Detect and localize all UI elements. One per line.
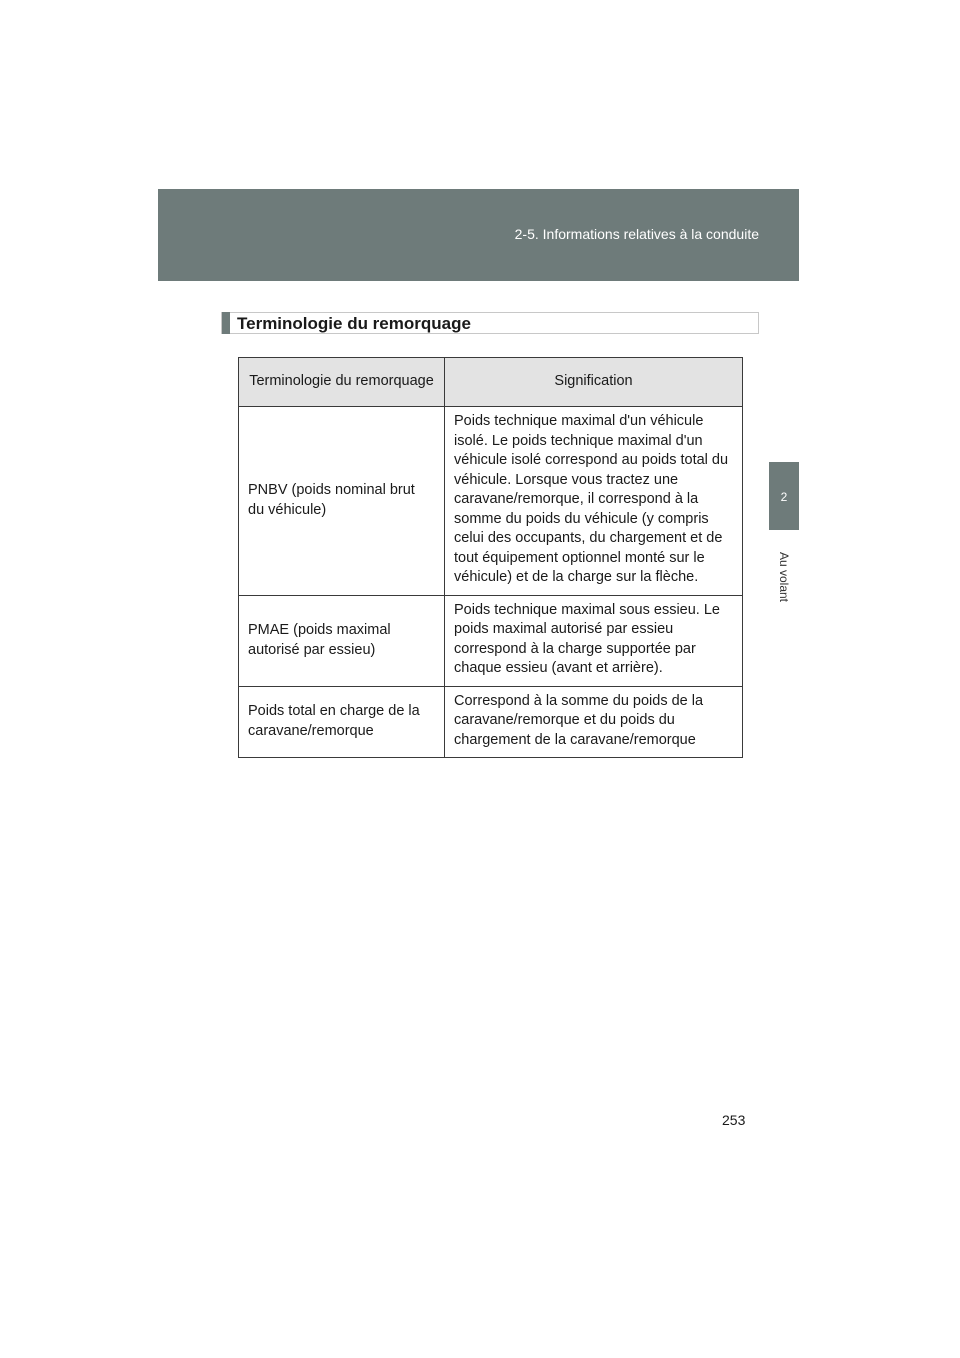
table-row (239, 407, 743, 596)
term-cell: PNBV (poids nominal brut du véhicule) (239, 407, 445, 596)
column-header-meaning: Signification (445, 358, 743, 407)
term-cell: PMAE (poids maximal autorisé par essieu) (239, 595, 445, 686)
chapter-side-label: Au volant (777, 551, 791, 603)
meaning-cell: Poids technique maximal sous essieu. Le poids maximal autorisé par essieu correspond à la charge supportée par chaque essieu (avant et arrière). (445, 595, 743, 686)
term-cell: Poids total en charge de la caravane/remorque (239, 686, 445, 758)
table-row (239, 686, 743, 758)
chapter-header-band (158, 189, 799, 281)
meaning-cell: Poids technique maximal d'un véhicule isolé. Le poids technique maximal d'un véhicule isolé correspond au poids total du véhicule. Lorsque vous tractez une caravane/remorque, il correspond à la somme du poids du véhicule (y compris celui des occupants, du chargement et de tout équipement optionnel monté sur le véhicule) et de la charge sur la flèche. (445, 407, 743, 596)
chapter-side-tab (769, 462, 799, 530)
column-header-term: Terminologie du remorquage (239, 358, 445, 407)
section-heading-text: Terminologie du remorquage (237, 314, 471, 333)
terminology-table (238, 357, 743, 758)
chapter-title: 2-5. Informations relatives à la conduite (514, 226, 759, 242)
section-heading (221, 312, 759, 334)
section-heading-bar (222, 312, 230, 334)
table-row (239, 595, 743, 686)
chapter-number: 2 (780, 490, 788, 504)
meaning-cell: Correspond à la somme du poids de la caravane/remorque et du poids du chargement de la caravane/remorque (445, 686, 743, 758)
page-number: 253 (722, 1112, 746, 1128)
table-header-row (239, 358, 743, 407)
